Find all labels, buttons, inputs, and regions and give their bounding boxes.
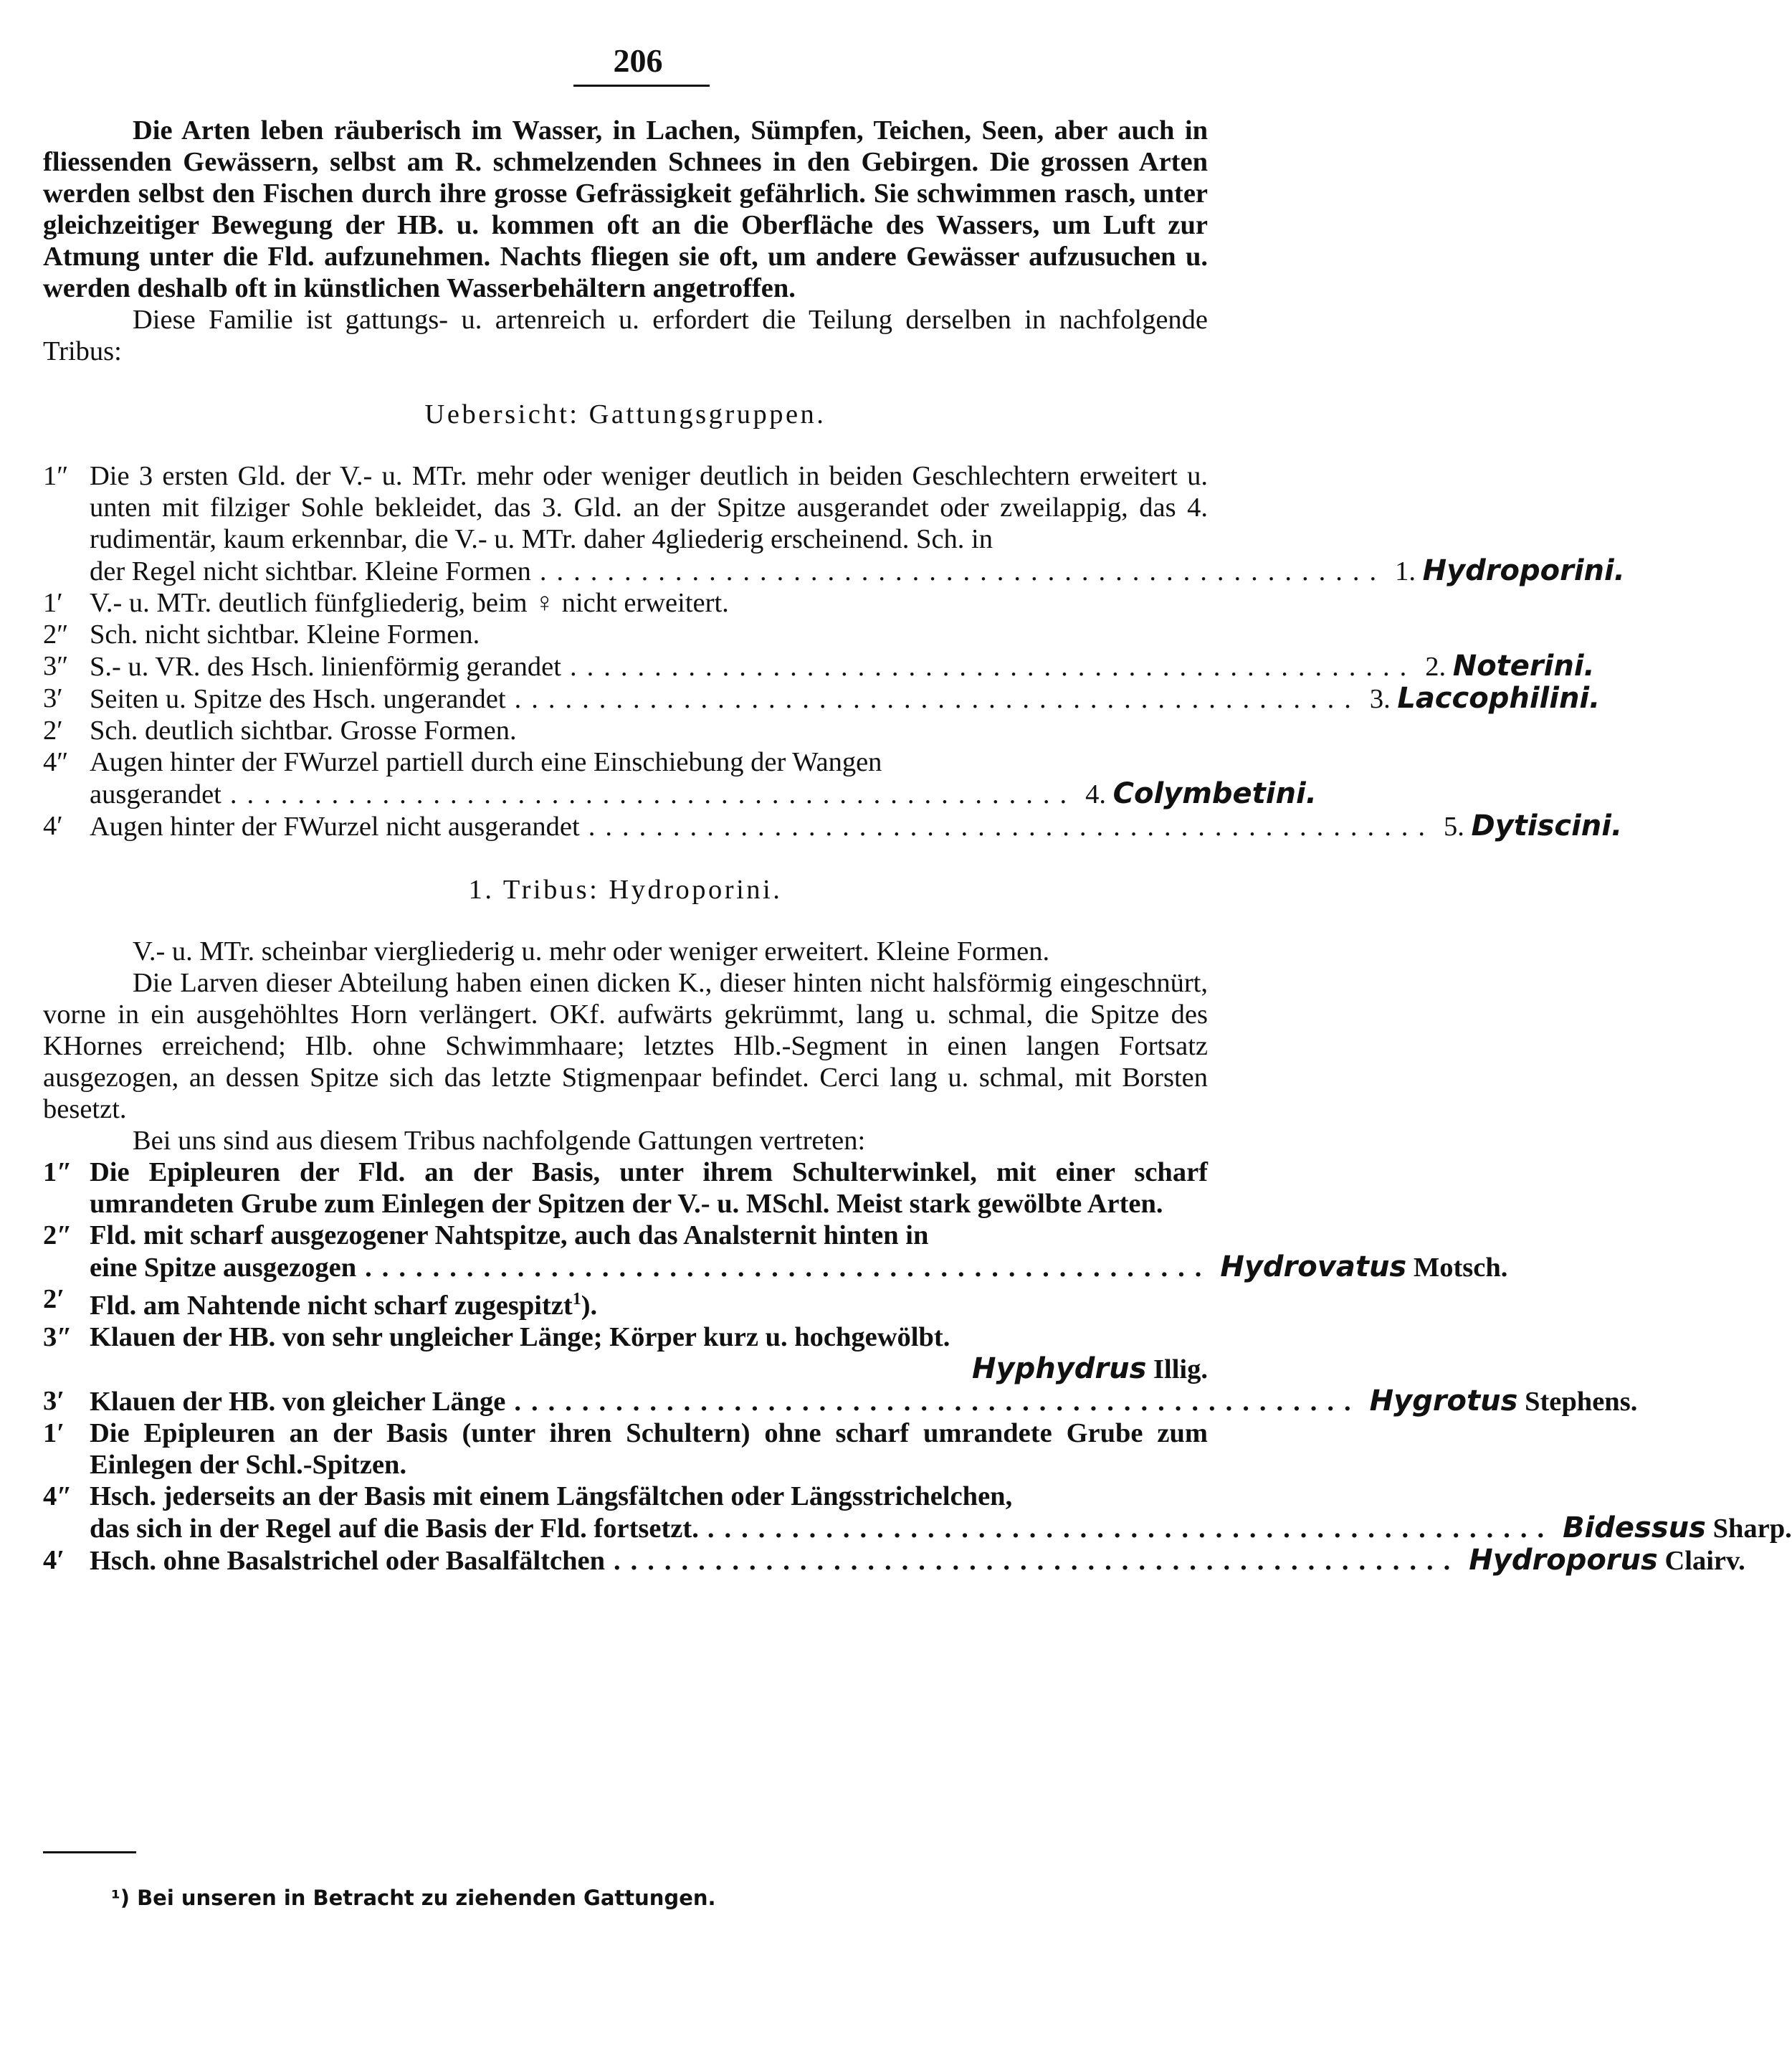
key-couplet <box>43 809 1623 842</box>
couplet-text: Sch. nicht sichtbar. Kleine Formen. <box>90 619 480 650</box>
couplet-number: 2″ <box>43 619 69 650</box>
key-couplet <box>43 746 1317 810</box>
key-couplet <box>43 619 1208 650</box>
couplet-text-end: ausgerandet <box>90 779 221 809</box>
couplet-result-line <box>90 777 1317 810</box>
key-couplet <box>43 715 1208 746</box>
couplet-result <box>1361 683 1601 715</box>
key-couplet <box>43 1417 1208 1481</box>
leader-dots: .................................................. <box>569 652 1417 682</box>
couplet-number: 3″ <box>43 651 69 681</box>
couplet-result-line <box>90 650 1595 683</box>
couplet-text: Die Epipleuren an der Basis (unter ihren Schultern) ohne scharf umrandete Grube zum Einlegen der Schl.-Spitzen. <box>90 1417 1208 1480</box>
key-couplet <box>43 1283 1208 1321</box>
couplet-number: 2″ <box>43 1220 72 1250</box>
couplet-text: Hsch. ohne Basalstrichel oder Basalfältchen <box>90 1545 606 1576</box>
result-number: 5. <box>1443 812 1464 842</box>
couplet-result-line <box>90 554 1625 587</box>
genus-name: Bidessus <box>1563 1511 1706 1544</box>
couplet-result <box>90 1353 1208 1385</box>
key-couplet <box>43 1384 1638 1417</box>
couplet-result-line <box>90 1384 1638 1417</box>
page-number: 206 <box>613 42 663 79</box>
footnote-marker: 1 <box>572 1290 581 1308</box>
genus-name: Hydrovatus <box>1220 1250 1407 1283</box>
overview-heading: Uebersicht: Gattungsgruppen. <box>424 399 826 429</box>
couplet-result <box>1435 810 1622 842</box>
overview-key <box>43 460 1625 842</box>
footnote-text: Bei unseren in Betracht zu ziehenden Gattungen. <box>137 1886 716 1910</box>
couplet-text: Fld. mit scharf ausgezogener Nahtspitze, auch das Analsternit hinten in <box>90 1220 929 1250</box>
intro-paragraph: Die Arten leben räuberisch im Wasser, in Lachen, Sümpfen, Teichen, Seen, aber auch in fliessenden Gewässern, selbst am R. schmelzenden Schnees in den Gebirgen. Die grossen Arten werden selbst den Fischen durch ihre grosse Gefrässigkeit gefährlich. Sie schwimmen rasch, unter gleichzeitiger Bewegung der HB. u. kommen oft an die Oberfläche des Wassers, um Luft zur Atmung unter die Fld. aufzunehmen. Nachts fliegen sie oft, um andere Gewässer aufzusuchen u. werden deshalb oft in künstlichen Wasserbehältern angetroffen. <box>43 115 1208 303</box>
couplet-result-line <box>90 1250 1508 1283</box>
genus-name: Hygrotus <box>1369 1384 1518 1417</box>
couplet-number: 3″ <box>43 1321 72 1352</box>
page-body <box>43 115 1792 1577</box>
couplet-number: 2′ <box>43 1284 65 1314</box>
couplet-text: Die Epipleuren der Fld. an der Basis, unter ihrem Schulterwinkel, mit einer scharf umrandeten Grube zum Einlegen der Spitzen der V.- u. MSchl. Meist stark gewölbte Arten. <box>90 1157 1208 1219</box>
couplet-text: Fld. am Nahtende nicht scharf zugespitzt <box>90 1290 573 1321</box>
tribe-name: Noterini. <box>1452 650 1595 683</box>
couplet-result <box>1211 1251 1507 1283</box>
leader-dots: .................................................. <box>365 1253 1212 1283</box>
genus-author: Motsch. <box>1413 1253 1508 1283</box>
couplet-text-line <box>90 1283 1208 1321</box>
couplet-text: Klauen der HB. von gleicher Länge <box>90 1386 506 1417</box>
couplet-result-line <box>90 809 1623 842</box>
leader-dots: .................................................. <box>514 684 1361 714</box>
result-number: 3. <box>1369 684 1391 714</box>
couplet-number: 1″ <box>43 461 69 491</box>
genus-author: Stephens. <box>1525 1386 1638 1417</box>
couplet-result-line <box>90 1511 1792 1544</box>
couplet-result-line <box>90 682 1601 715</box>
couplet-text: Augen hinter der FWurzel nicht ausgerandet <box>90 812 580 842</box>
couplet-text: Seiten u. Spitze des Hsch. ungerandet <box>90 684 506 714</box>
leader-dots: .................................................. <box>614 1545 1461 1576</box>
couplet-text: Augen hinter der FWurzel partiell durch eine Einschiebung der Wangen <box>90 747 882 777</box>
couplet-result <box>1554 1512 1792 1544</box>
couplet-result <box>1416 650 1595 683</box>
couplet-result-line <box>90 1543 1745 1577</box>
page-number-rule <box>573 85 710 87</box>
couplet-text: V.- u. MTr. deutlich fünfgliederig, beim ♀ nicht erweitert. <box>90 588 729 618</box>
leader-dots: .................................................. <box>514 1386 1361 1417</box>
couplet-text-end: eine Spitze ausgezogen <box>90 1253 357 1283</box>
tribe-name: Dytiscini. <box>1471 809 1623 842</box>
couplet-text-end: der Regel nicht sichtbar. Kleine Formen <box>90 556 531 586</box>
result-number: 1. <box>1395 556 1416 586</box>
couplet-number: 1′ <box>43 588 63 618</box>
genus-key <box>43 1156 1792 1577</box>
tribus-paragraph: V.- u. MTr. scheinbar viergliederig u. mehr oder weniger erweitert. Kleine Formen. <box>133 936 1050 966</box>
leader-dots: .................................................. <box>539 556 1387 586</box>
key-couplet <box>43 650 1595 683</box>
footnote-mark: ¹) <box>111 1886 130 1910</box>
key-couplet <box>43 1156 1208 1220</box>
couplet-text: Die 3 ersten Gld. der V.- u. MTr. mehr oder weniger deutlich in beiden Geschlechtern erweitert u. unten mit filziger Sohle bekleidet, das 3. Gld. an der Spitze ausgerandet oder zweilappig, das 4. rudimentär, kaum erkennbar, die V.- u. MTr. daher 4gliederig erscheinend. Sch. in <box>90 461 1208 554</box>
tribe-name: Colymbetini. <box>1112 777 1317 810</box>
couplet-result <box>1077 778 1317 810</box>
couplet-number: 1″ <box>43 1157 72 1187</box>
key-couplet <box>43 587 1208 619</box>
genus-name: Hydroporus <box>1469 1543 1658 1577</box>
couplet-number: 4′ <box>43 811 63 841</box>
couplet-result <box>1386 555 1625 587</box>
couplet-number: 3′ <box>43 683 63 713</box>
genus-name: Hyphydrus <box>972 1352 1147 1385</box>
tribe-name: Laccophilini. <box>1397 682 1601 715</box>
couplet-number: 4″ <box>43 1481 72 1511</box>
key-couplet <box>43 1543 1745 1577</box>
leader-dots: .................................................. <box>229 779 1077 809</box>
genus-author: Illig. <box>1153 1354 1208 1384</box>
couplet-text: S.- u. VR. des Hsch. linienförmig gerandet <box>90 652 561 682</box>
result-number: 4. <box>1085 779 1106 809</box>
key-couplet <box>43 1321 1208 1385</box>
genus-author: Sharp. <box>1712 1513 1792 1544</box>
tribe-name: Hydroporini. <box>1422 554 1625 587</box>
couplet-number: 2′ <box>43 716 63 746</box>
couplet-text: Sch. deutlich sichtbar. Grosse Formen. <box>90 716 517 746</box>
leader-dots: .................................................. <box>588 812 1435 842</box>
couplet-number: 4′ <box>43 1544 65 1575</box>
couplet-number: 4″ <box>43 747 69 777</box>
key-couplet <box>43 1220 1508 1283</box>
footnote-rule <box>43 1851 136 1853</box>
tribus-paragraph: Bei uns sind aus diesem Tribus nachfolgende Gattungen vertreten: <box>133 1126 866 1156</box>
key-couplet <box>43 1481 1792 1544</box>
genus-author: Clairv. <box>1664 1545 1745 1576</box>
footnote <box>111 1886 716 1910</box>
couplet-result <box>1361 1385 1638 1417</box>
couplet-text: Klauen der HB. von sehr ungleicher Länge; Körper kurz u. hochgewölbt. <box>90 1321 950 1352</box>
intro-paragraph: Diese Familie ist gattungs- u. artenreich u. erfordert die Teilung derselben in nachfolgende Tribus: <box>43 305 1208 366</box>
key-couplet <box>43 682 1601 715</box>
couplet-number: 1′ <box>43 1417 65 1448</box>
couplet-result <box>1460 1544 1745 1577</box>
result-number: 2. <box>1425 652 1447 682</box>
key-couplet <box>43 460 1625 587</box>
couplet-text-end: das sich in der Regel auf die Basis der Fld. fortsetzt. <box>90 1513 699 1544</box>
tribus-paragraph: Die Larven dieser Abteilung haben einen dicken K., dieser hinten nicht halsförmig eingeschnürt, vorne in ein ausgehöhltes Horn verlängert. OKf. aufwärts gekrümmt, lang u. schmal, die Spitze des KHornes erreichend; Hlb. ohne Schwimmhaare; letztes Hlb.-Segment in einen langen Fortsatz ausgezogen, an dessen Spitze sich das letzte Stigmenpaar befindet. Cerci lang u. schmal, mit Borsten besetzt. <box>43 968 1208 1124</box>
leader-dots: .................................................. <box>707 1513 1555 1544</box>
couplet-number: 3′ <box>43 1385 65 1416</box>
couplet-text-end: ). <box>581 1290 598 1321</box>
couplet-text: Hsch. jederseits an der Basis mit einem Längsfältchen oder Längsstrichelchen, <box>90 1481 1013 1511</box>
tribus-heading: 1. Tribus: Hydroporini. <box>468 875 783 905</box>
